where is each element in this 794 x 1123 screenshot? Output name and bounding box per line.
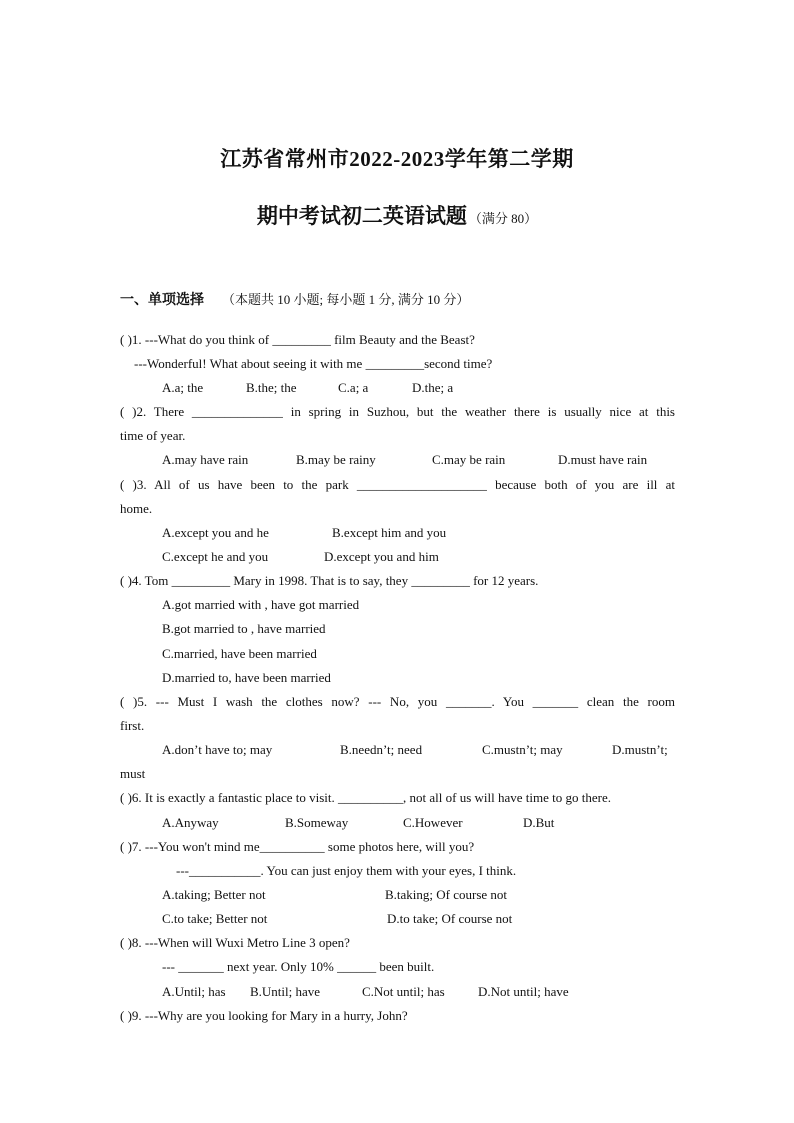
q2-option-b: B.may be rainy xyxy=(296,452,376,467)
q7-options-row2 xyxy=(162,910,717,927)
q2-options xyxy=(162,451,717,468)
q6-option-c: C.However xyxy=(403,815,463,830)
q2-stem: ( )2. There ______________ in spring in Suzhou, but the weather there is usually nice at this xyxy=(120,404,675,419)
q8-option-a: A.Until; has xyxy=(162,984,226,999)
q1-option-b: B.the; the xyxy=(246,380,297,395)
q3-option-c: C.except he and you xyxy=(162,549,269,564)
q5-stem-2: first. xyxy=(120,718,145,733)
q4-option-d: D.married to, have been married xyxy=(162,670,331,685)
exam-subtitle xyxy=(0,200,794,230)
q7-options-row1 xyxy=(162,886,717,903)
q5-option-c: C.mustn’t; may xyxy=(482,742,563,757)
q7-option-c: C.to take; Better not xyxy=(162,911,268,926)
q7-option-d: D.to take; Of course not xyxy=(387,911,513,926)
q6-option-b: B.Someway xyxy=(285,815,349,830)
q5-options xyxy=(162,741,675,758)
q5-option-d: D.mustn’t; xyxy=(612,742,668,757)
q7-stem: ( )7. ---You won't mind me__________ some photos here, will you? xyxy=(120,839,475,854)
q3-stem-2: home. xyxy=(120,501,153,516)
section-title: 一、单项选择 xyxy=(120,293,204,308)
q7-option-a: A.taking; Better not xyxy=(162,887,266,902)
q3-option-d: D.except you and him xyxy=(324,549,439,564)
q8-stem-2: --- _______ next year. Only 10% ______ been built. xyxy=(162,959,435,974)
q8-option-c: C.Not until; has xyxy=(362,984,445,999)
q4-option-a: A.got married with , have got married xyxy=(162,597,360,612)
q7-stem-2: ---___________. You can just enjoy them with your eyes, I think. xyxy=(176,863,517,878)
section-heading xyxy=(120,289,469,309)
q2-option-d: D.must have rain xyxy=(558,452,648,467)
q4-option-b: B.got married to , have married xyxy=(162,621,326,636)
q6-option-a: A.Anyway xyxy=(162,815,219,830)
q3-options-row1 xyxy=(162,524,717,541)
q8-option-b: B.Until; have xyxy=(250,984,321,999)
section-note: （本题共 10 小题; 每小题 1 分, 满分 10 分） xyxy=(222,292,470,307)
q2-option-a: A.may have rain xyxy=(162,452,249,467)
q1-stem-2: ---Wonderful! What about seeing it with me _________second time? xyxy=(134,356,493,371)
q5-option-a: A.don’t have to; may xyxy=(162,742,273,757)
q1-option-a: A.a; the xyxy=(162,380,204,395)
exam-title: 江苏省常州市2022-2023学年第二学期 xyxy=(220,147,574,171)
q4-option-c: C.married, have been married xyxy=(162,646,317,661)
q4-stem: ( )4. Tom _________ Mary in 1998. That is to say, they _________ for 12 years. xyxy=(120,573,539,588)
q5-stem: ( )5. --- Must I wash the clothes now? --- No, you _______. You _______ clean the room xyxy=(120,694,675,709)
q6-options xyxy=(162,814,717,831)
q5-option-d-cont: must xyxy=(120,766,146,781)
q3-options-row2 xyxy=(162,548,717,565)
q7-option-b: B.taking; Of course not xyxy=(385,887,508,902)
q8-option-d: D.Not until; have xyxy=(478,984,569,999)
q5-option-b: B.needn’t; need xyxy=(340,742,423,757)
q3-option-b: B.except him and you xyxy=(332,525,447,540)
q8-stem: ( )8. ---When will Wuxi Metro Line 3 open? xyxy=(120,935,350,950)
q8-options xyxy=(162,983,717,1000)
full-score-note: （满分 80） xyxy=(468,211,538,226)
q6-option-d: D.But xyxy=(523,815,555,830)
q6-stem: ( )6. It is exactly a fantastic place to visit. __________, not all of us will have time to go there. xyxy=(120,790,611,805)
q9-stem: ( )9. ---Why are you looking for Mary in a hurry, John? xyxy=(120,1008,408,1023)
exam-subtitle-main: 期中考试初二英语试题 xyxy=(256,204,467,228)
q1-option-c: C.a; a xyxy=(338,380,369,395)
q1-option-d: D.the; a xyxy=(412,380,454,395)
q2-option-c: C.may be rain xyxy=(432,452,506,467)
q3-stem: ( )3. All of us have been to the park ____________________ because both of you are ill at xyxy=(120,477,675,492)
q1-stem: ( )1. ---What do you think of _________ film Beauty and the Beast? xyxy=(120,332,475,347)
q2-stem-2: time of year. xyxy=(120,428,186,443)
q1-options xyxy=(162,379,717,396)
q3-option-a: A.except you and he xyxy=(162,525,269,540)
